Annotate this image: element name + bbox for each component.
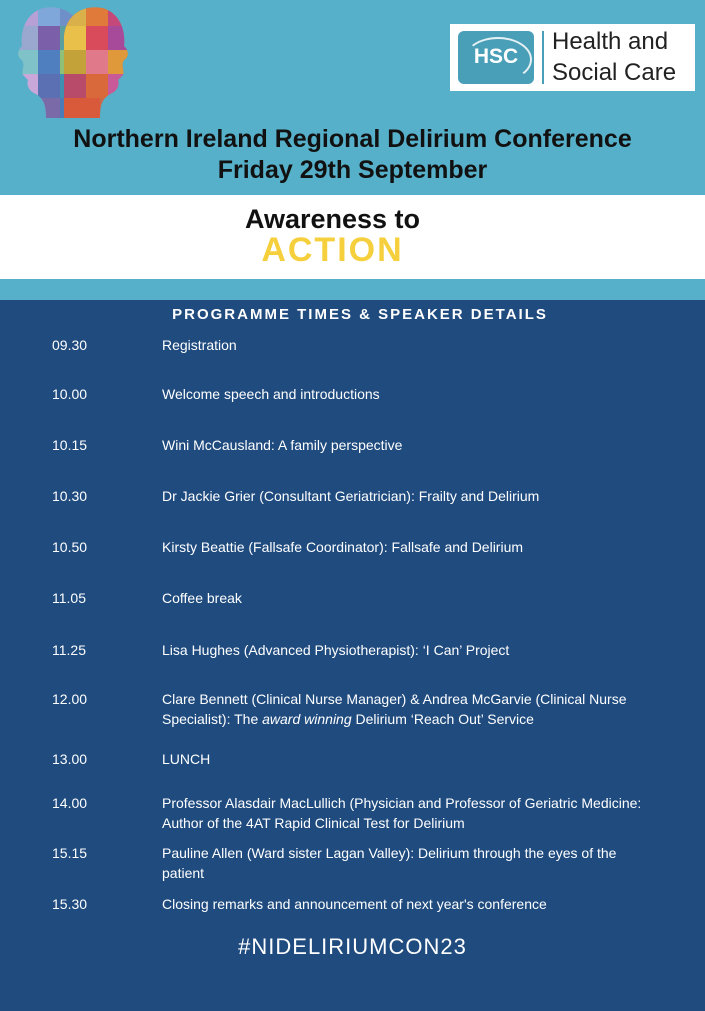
row-description: Professor Alasdair MacLullich (Physician and Professor of Geriatric Medicine: Author of the 4AT Rapid Clinical Test for Delirium <box>162 795 642 831</box>
row-description: Dr Jackie Grier (Consultant Geriatrician): Frailty and Delirium <box>162 488 540 504</box>
row-time: 10.15 <box>52 437 88 453</box>
row-time: 14.00 <box>52 795 88 811</box>
theme-banner <box>0 195 705 279</box>
teal-strip <box>0 279 705 300</box>
row-time: 15.15 <box>52 845 88 861</box>
row-description: Welcome speech and introductions <box>162 386 380 402</box>
logo-divider <box>542 31 544 84</box>
hsc-logo-mark <box>458 31 534 84</box>
row-time: 10.30 <box>52 488 88 504</box>
desc-part: Delirium ‘Reach Out’ Service <box>351 711 534 727</box>
row-description: Kirsty Beattie (Fallsafe Coordinator): Fallsafe and Delirium <box>162 539 524 555</box>
logo-health-text: Health and <box>552 28 669 55</box>
row-time: 12.00 <box>52 691 88 707</box>
row-description: Registration <box>162 337 237 353</box>
puzzle-heads-logo <box>6 2 141 120</box>
theme-line1: Awareness to <box>244 204 421 234</box>
row-time: 10.00 <box>52 386 88 402</box>
row-description: Wini McCausland: A family perspective <box>162 437 403 453</box>
hsc-logo <box>450 24 695 91</box>
row-description: Pauline Allen (Ward sister Lagan Valley): Delirium through the eyes of the patient <box>162 845 617 881</box>
event-hashtag: #NIDELIRIUMCON23 <box>238 934 467 959</box>
desc-part: Clare Bennett (Clinical Nurse Manager) & Andrea McGarvie (Clinical Nurse Specialist): The <box>162 691 627 727</box>
conference-title: Northern Ireland Regional Delirium Conference <box>73 125 632 153</box>
row-time: 13.00 <box>52 751 88 767</box>
row-time: 11.25 <box>52 642 86 658</box>
desc-emphasis: award winning <box>262 711 352 727</box>
row-time: 09.30 <box>52 337 88 353</box>
row-time: 11.05 <box>52 590 86 606</box>
row-time: 15.30 <box>52 896 88 912</box>
row-description: Coffee break <box>162 590 242 606</box>
row-time: 10.50 <box>52 539 88 555</box>
theme-line2: ACTION <box>261 231 404 269</box>
row-description: LUNCH <box>162 751 211 767</box>
header-section <box>0 0 705 195</box>
row-description <box>162 689 642 729</box>
row-description: Closing remarks and announcement of next year's conference <box>162 896 547 912</box>
logo-social-care-text: Social Care <box>552 59 677 86</box>
conference-date: Friday 29th September <box>217 156 488 184</box>
hsc-logo-text: HSC <box>473 45 519 68</box>
programme-heading: PROGRAMME TIMES & SPEAKER DETAILS <box>172 306 548 323</box>
row-description: Lisa Hughes (Advanced Physiotherapist): ‘I Can’ Project <box>162 642 510 658</box>
